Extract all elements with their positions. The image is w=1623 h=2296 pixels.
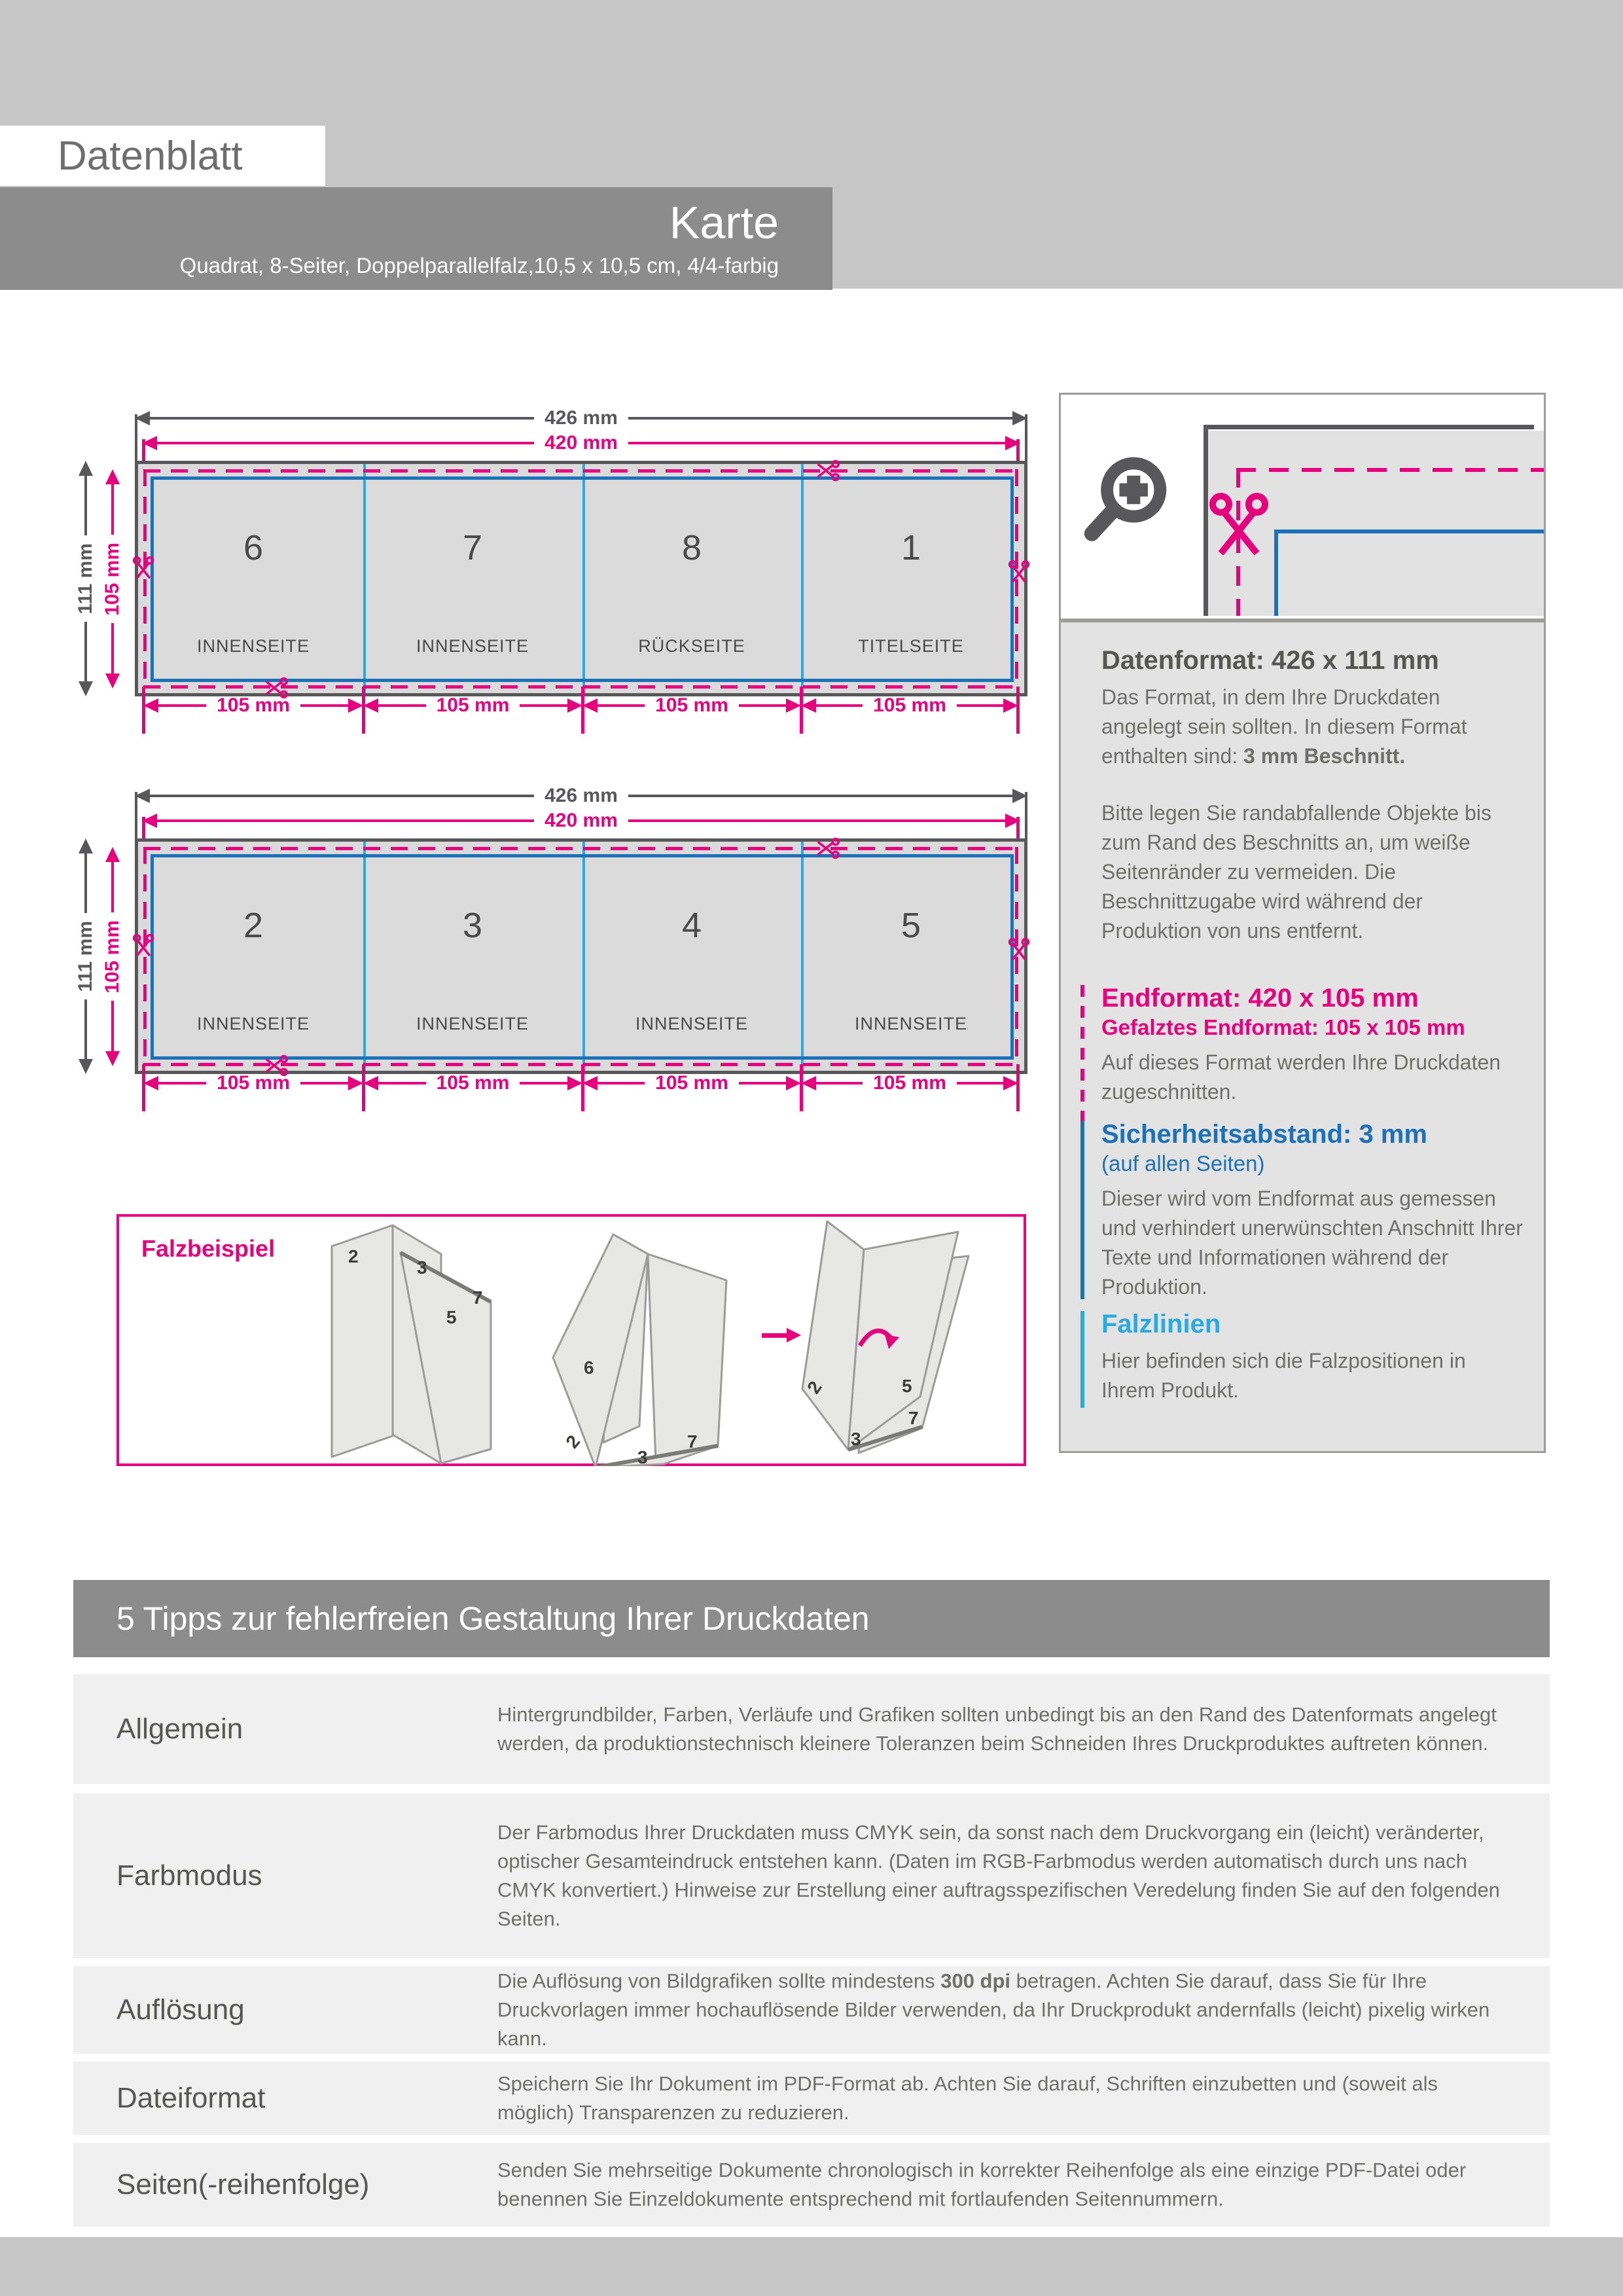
legend-text: Das Format, in dem Ihre Druckdaten angelegt sein sollten. In diesem Format enthalten sind: 3 mm Beschnitt. [1101,685,1467,768]
panel-label: INNENSEITE [635,1014,749,1033]
legend-box [1059,620,1546,1453]
fold-page-number: 3 [417,1257,427,1278]
dimension-105mm [801,1072,1018,1094]
legend-falzlinien [1101,1308,1524,1405]
panel-number: 3 [462,906,483,945]
tip-label: Dateiformat [116,2082,266,2114]
legend-subheading: (auf allen Seiten) [1101,1151,1265,1175]
tip-label: Seiten(-reihenfolge) [116,2168,370,2200]
cut-line [143,847,1018,850]
dimension-105mm-vertical [101,469,123,689]
fold-page-number: 3 [637,1447,648,1467]
dimension-label: 111 mm [75,920,96,992]
dimension-105mm [143,694,363,716]
panel-label: INNENSEITE [854,1014,968,1033]
tip-text: Die Auflösung von Bildgrafiken sollte mindestens 300 dpi betragen. Achten Sie darauf, dass Sie für Ihre Druckvorlagen immer hochauflösende Bilder verwenden, da Ihr Druckprodukt andernfalls (leicht) pixelig wirken kann. [497,1969,1490,2050]
dimension-105mm [801,694,1018,716]
tip-text: Speichern Sie Ihr Dokument im PDF-Format ab. Achten Sie darauf, Schriften einzubetten und (soweit als möglich) Transparenzen zu reduzieren. [497,2072,1438,2124]
tip-row-seitenreihenfolge [73,2143,1550,2227]
corner-illustration-border [1204,425,1534,429]
scissors-icon [132,556,155,580]
dimension-label: 420 mm [544,432,618,454]
fold-page-number: 5 [446,1307,457,1327]
product-banner [0,187,832,290]
fold-example-label: Falzbeispiel [141,1235,276,1262]
dimension-426mm [135,407,1027,429]
magnifier-plus-icon [1080,450,1175,548]
tip-row-allgemein [73,1674,1550,1784]
extension-line [135,414,137,464]
dimension-label: 105 mm [217,694,290,716]
dimension-label: 105 mm [873,1072,946,1094]
tips-header: 5 Tipps zur fehlerfreien Gestaltung Ihrer Druckdaten [116,1600,870,1637]
tip-label: Allgemein [116,1713,243,1745]
panel-label: INNENSEITE [416,636,529,656]
corner-safety-line [1274,529,1544,533]
scissors-icon [816,836,840,860]
dimension-420mm [142,432,1020,454]
page-subtitle: Quadrat, 8-Seiter, Doppelparallelfalz,10,5 x 10,5 cm, 4/4-farbig [179,253,779,278]
tips-header-banner [73,1580,1550,1657]
tip-text: Senden Sie mehrseitige Dokumente chronologisch in korrekter Reihenfolge als eine einzige PDF-Datei oder benennen Sie Einzeldokumente entsprechend mit fortlaufenden Seitennummern. [497,2159,1467,2210]
legend-text: Bitte legen Sie randabfallende Objekte bis zum Rand des Beschnitts an, um weiße Seitenränder zu vermeiden. Die Beschnittzugabe wird während der Produktion von uns entfernt. [1101,801,1491,942]
dimension-label: 426 mm [544,785,618,806]
dimension-label: 105 mm [655,694,728,716]
legend-heading: Falzlinien [1101,1310,1221,1338]
dimension-label: 105 mm [101,920,123,994]
panel-label: RÜCKSEITE [638,636,745,656]
scissors-icon [816,459,840,482]
dimension-105mm [143,1072,363,1094]
panel-number: 6 [243,528,264,567]
legend-heading: Sicherheitsabstand: 3 mm [1101,1120,1427,1149]
tip-row-farbmodus [73,1793,1550,1958]
legend-heading: Datenformat: 426 x 111 mm [1101,646,1439,675]
panel-number: 4 [681,906,702,945]
dimension-420mm [142,810,1020,831]
panel-number: 7 [462,528,483,567]
scissors-icon [1206,493,1272,558]
dimension-label: 105 mm [436,694,510,716]
corner-safety-line [1274,529,1278,616]
panel-label: TITELSEITE [858,636,964,656]
corner-cut-line [1236,468,1544,472]
dimension-105mm [363,1072,582,1094]
legend-text: Auf dieses Format werden Ihre Druckdaten zugeschnitten. [1101,1050,1501,1103]
fold-page-number: 7 [908,1408,919,1428]
fold-page-number: 7 [687,1431,698,1452]
fold-example-box [116,1214,1026,1466]
page-title: Karte [669,196,779,248]
panel-label: INNENSEITE [416,1014,529,1033]
tip-label: Farbmodus [116,1859,262,1892]
legend-sicherheitsabstand [1101,1119,1524,1302]
panel-number: 5 [901,906,921,945]
fold-page-number: 7 [473,1287,483,1308]
legend-text: Dieser wird vom Endformat aus gemessen und verhindert unerwünschten Anschnitt Ihrer Texte und Informationen während der Produktion. [1101,1187,1523,1299]
dimension-111mm [77,838,94,1074]
dimension-label: 105 mm [655,1072,728,1094]
fold-page-number: 2 [562,1431,584,1452]
extension-line [135,792,137,842]
tip-text: Hintergrundbilder, Farben, Verläufe und Grafiken sollten unbedingt bis an den Rand des Datenformats angelegt werden, da produktionstechnisch kleinere Toleranzen beim Schneiden Ihres Druckproduktes auftreten können. [497,1703,1497,1755]
panel-number: 1 [901,528,921,567]
dimension-105mm-vertical [101,847,123,1066]
tip-row-aufloesung [73,1966,1550,2054]
cut-line [143,469,1018,473]
detail-box [1059,393,1546,620]
fold-page-number: 6 [584,1357,594,1378]
scissors-icon [1007,560,1031,584]
dimension-label: 105 mm [873,694,946,716]
dimension-label: 426 mm [544,407,618,429]
scissors-icon [132,934,155,958]
dimension-label: 111 mm [75,543,96,615]
scissors-icon [1007,938,1031,961]
dimension-426mm [135,785,1027,806]
fold-page-number: 3 [851,1429,861,1449]
extension-line [1025,792,1027,842]
dimension-label: 105 mm [217,1072,290,1094]
fold-page-number: 2 [348,1246,359,1266]
dimension-105mm [363,694,582,716]
extension-line [1025,414,1027,464]
legend-datenformat [1101,645,1524,946]
legend-heading: Endformat: 420 x 105 mm [1101,984,1419,1013]
panel-label: INNENSEITE [196,1014,310,1033]
tip-label: Auflösung [116,1994,245,2026]
legend-endformat [1101,982,1524,1107]
panel-number: 8 [681,528,702,567]
fold-page-number: 2 [803,1377,826,1397]
fold-page-number: 5 [902,1376,912,1396]
dimension-105mm [582,694,801,716]
dimension-105mm [582,1072,801,1094]
legend-subheading: Gefalztes Endformat: 105 x 105 mm [1101,1015,1465,1039]
dimension-label: 105 mm [101,542,123,616]
dimension-111mm [77,461,94,696]
dimension-label: 420 mm [544,810,618,831]
arrow-icon [762,1328,801,1342]
tip-text: Der Farbmodus Ihrer Druckdaten muss CMYK sein, da sonst nach dem Druckvorgang ein (leicht) veränderter, optischer Gesamteindruck entstehen kann. (Daten im RGB-Farbmodus werden automatisch durch uns nach CMYK konvertiert.) Hinweise zur Erstellung einer auftragsspezifischen Veredelung finden Sie auf den folgenden Seiten. [497,1821,1500,1930]
tip-row-dateiformat [73,2062,1550,2135]
dimension-label: 105 mm [436,1072,510,1094]
datenblatt-box [0,126,325,186]
legend-text: Hier befinden sich die Falzpositionen in Ihrem Produkt. [1101,1349,1466,1402]
footer-band [0,2237,1623,2296]
datenblatt-label: Datenblatt [58,133,243,179]
panel-label: INNENSEITE [196,636,310,656]
panel-number: 2 [243,906,264,945]
